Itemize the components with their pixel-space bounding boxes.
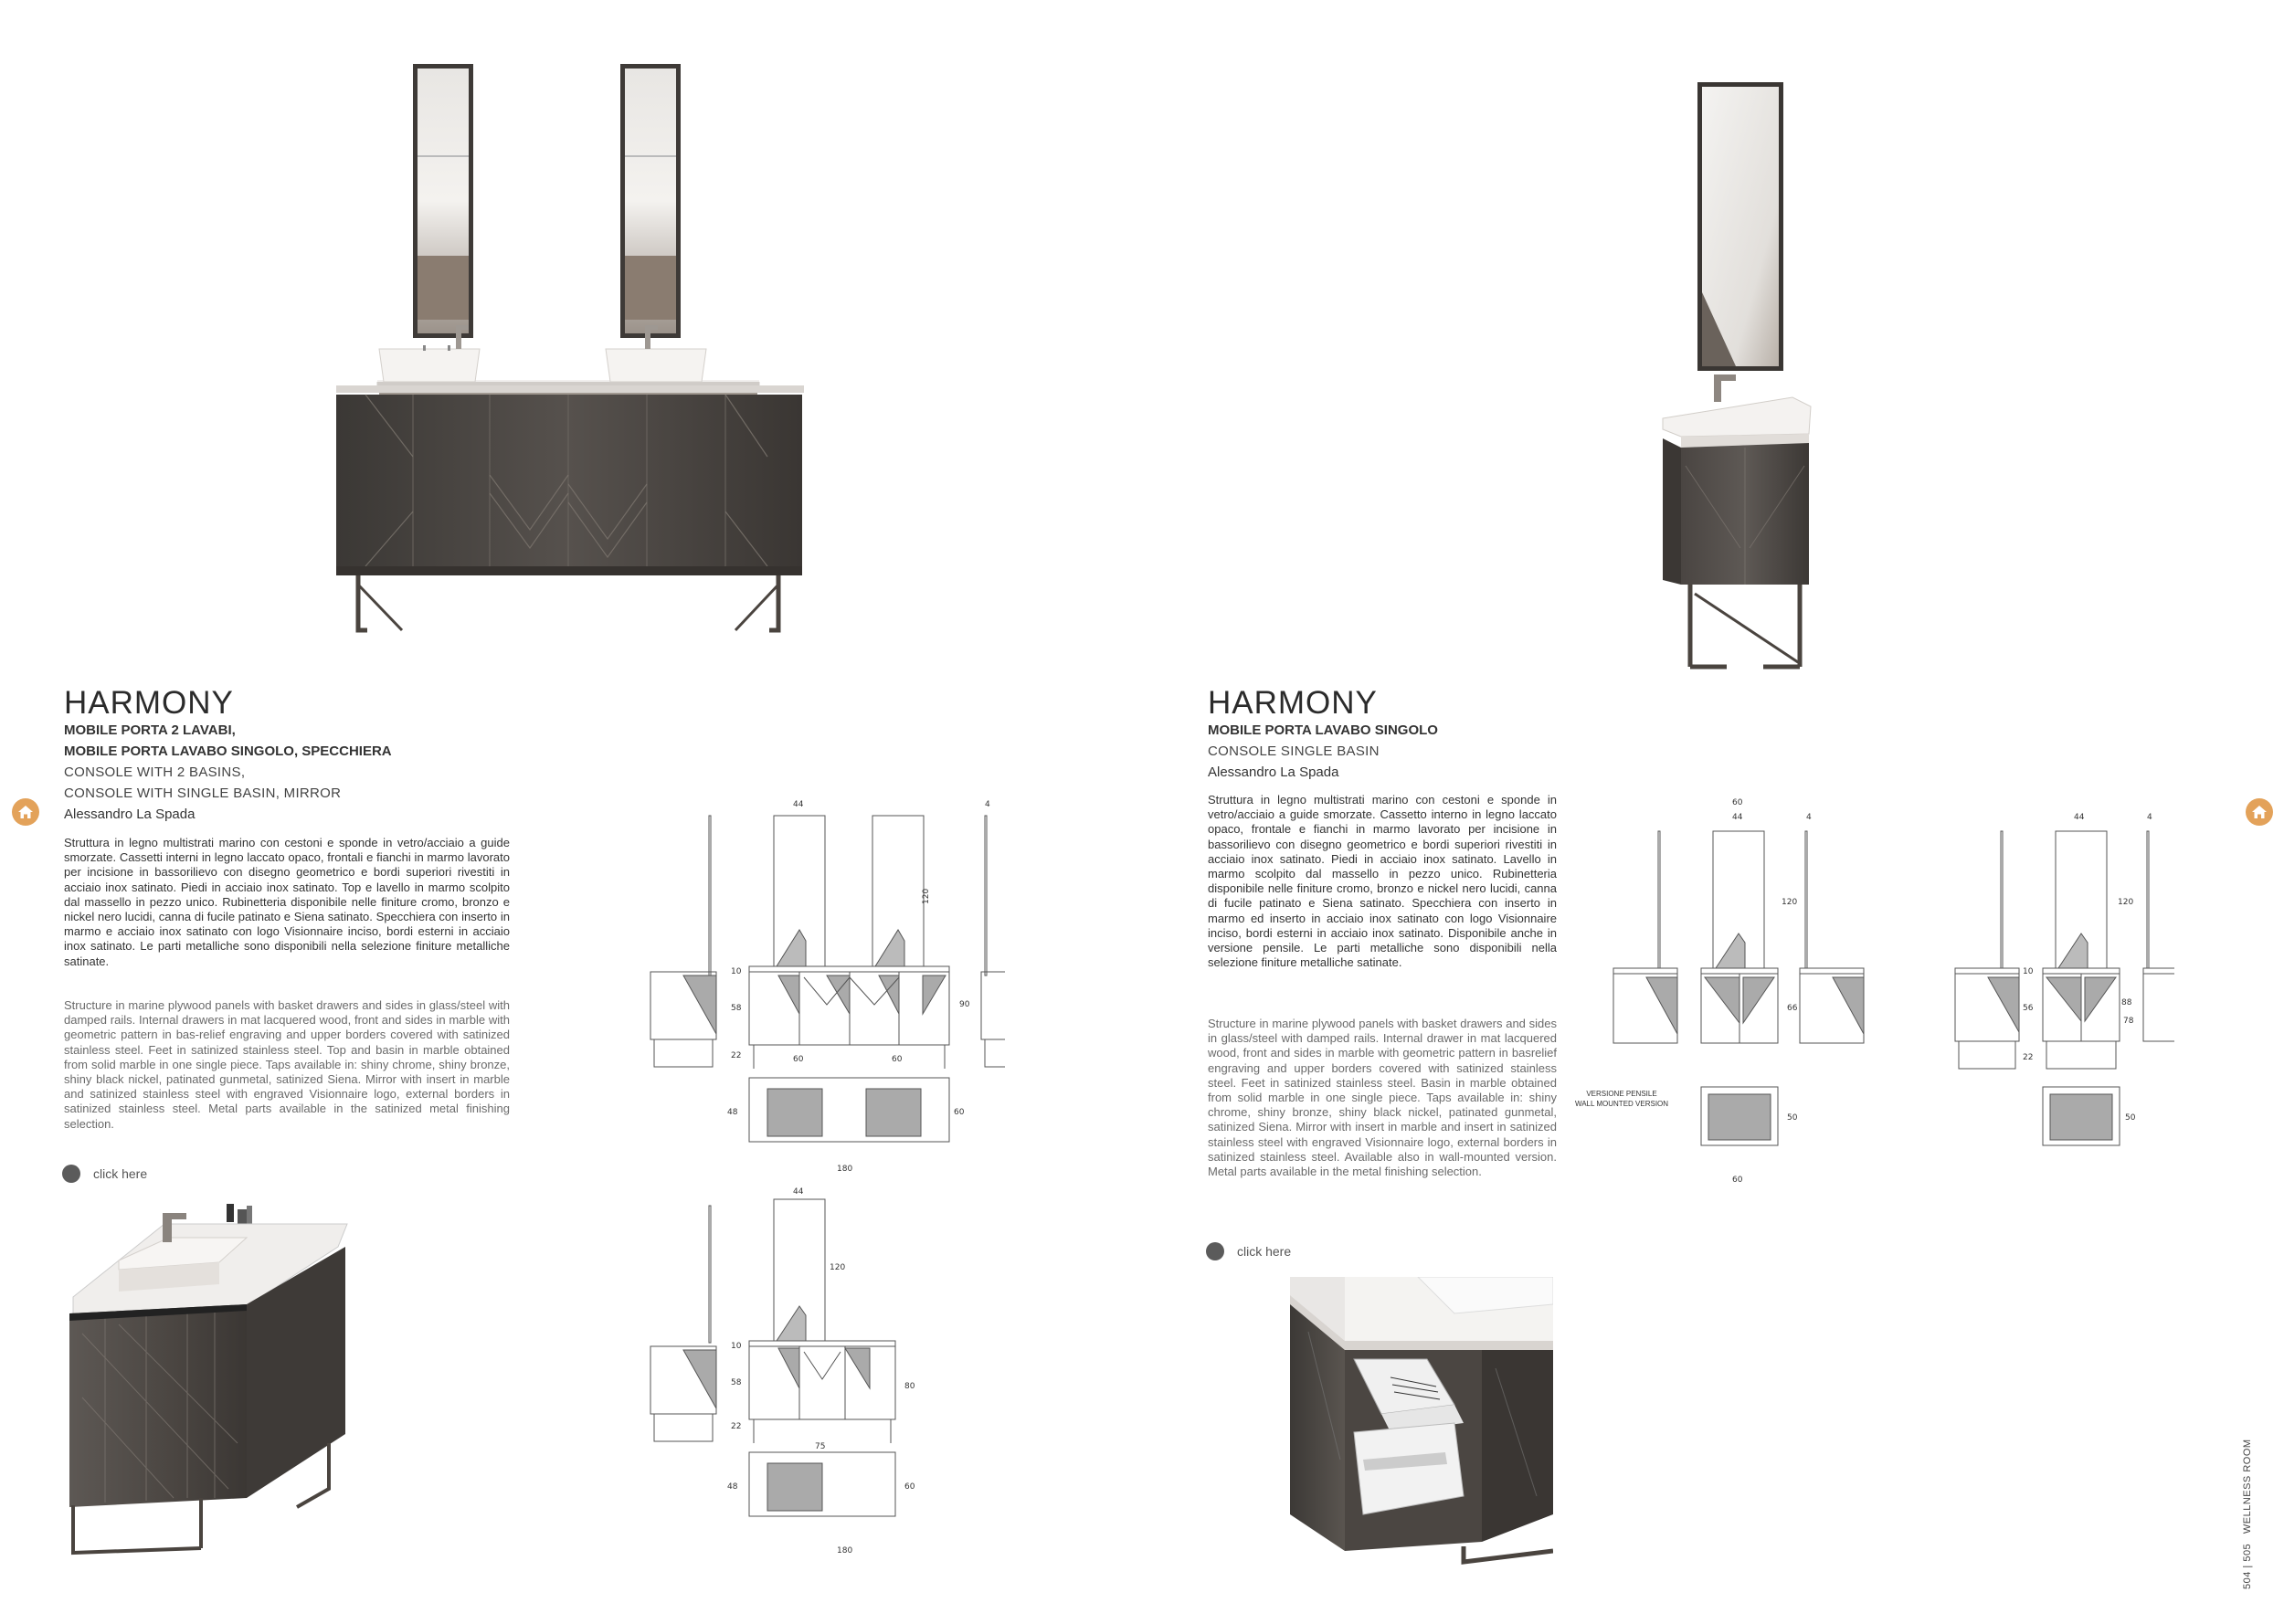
wall-label-en: WALL MOUNTED VERSION: [1574, 1100, 1669, 1108]
dim-10-a: 10: [731, 967, 742, 976]
right-subtitle-en: CONSOLE SINGLE BASIN: [1208, 743, 1380, 759]
section-name: WELLNESS ROOM: [2242, 1439, 2253, 1534]
dim-56: 56: [2023, 1004, 2034, 1013]
dim-50-r2: 50: [2125, 1113, 2136, 1123]
right-author: Alessandro La Spada: [1208, 765, 1339, 780]
right-subtitle-it: MOBILE PORTA LAVABO SINGOLO: [1208, 722, 1438, 738]
dim-60-c: 60: [954, 1108, 965, 1117]
left-description-it: Struttura in legno multistrati marino con cestoni e sponde in vetro/acciaio a guide smorzate. Cassetti interni in legno laccato opaco, frontali e fianchi in marmo lavorato per incisione in bassorilievo con disegno geometrico e bordi superiori rivestiti in acciaio inox satinato. Piedi in acciaio inox satinato. Top e lavello in marmo scolpito dal massello in pezzo unico. Rubinetteria disponibile nelle finiture cromo, bronzo e nickel nero lucidi, canna di fucile patinato e Siena satinato. Specchiera con inserto in marmo e acciaio inox satinato con logo Visionnaire inciso, bordi esterni in acciaio inox satinato. Le parti metalliche sono disponibili nella selezione finiture metalliche satinate.: [64, 836, 510, 968]
dim-4-r1: 4: [1806, 813, 1812, 822]
right-technical-drawings: [1571, 795, 2174, 1197]
left-author: Alessandro La Spada: [64, 807, 196, 822]
dim-22-b: 22: [731, 1422, 742, 1431]
bullet-icon: [62, 1165, 80, 1183]
dim-120-b: 120: [830, 1263, 846, 1272]
left-subtitle-it-2: MOBILE PORTA LAVABO SINGOLO, SPECCHIERA: [64, 743, 392, 759]
dim-44-b: 44: [793, 1187, 804, 1197]
dim-88: 88: [2121, 998, 2132, 1007]
dim-90: 90: [959, 1000, 970, 1009]
right-click-here-link[interactable]: [1206, 1242, 1291, 1260]
dim-44-a: 44: [793, 800, 804, 809]
bullet-icon: [1206, 1242, 1224, 1260]
left-subtitle-en-1: CONSOLE WITH 2 BASINS,: [64, 765, 246, 780]
home-button-left[interactable]: [12, 798, 39, 826]
dim-10-b: 10: [731, 1342, 742, 1351]
left-description-en: Structure in marine plywood panels with basket drawers and sides in glass/steel with damped rails. Internal drawers in mat lacquered wood, front and sides in marble with geometric pattern in bas-relief engraving and upper borders covered with satinized stainless steel. Feet in satinized stainless steel. Top and basin in marble obtained from solid marble in one single piece. Taps available in: shiny chrome, shiny bronze, shiny black nickel, patinated gunmetal, satinized Siena. Mirror with insert in marble and satinized stainless steel with engraved Visionnaire logo, external borders in satinized stainless steel. Metal parts available in the satinized metal finishing selection.: [64, 998, 510, 1131]
home-icon: [17, 804, 34, 820]
dim-66: 66: [1787, 1004, 1798, 1013]
home-icon: [2251, 804, 2268, 820]
single-console-mirror-photo: [1590, 73, 1827, 685]
dim-22-a: 22: [731, 1051, 742, 1060]
left-title: HARMONY: [64, 685, 234, 721]
double-basin-console-photo: [311, 55, 822, 639]
dim-10-r: 10: [2023, 967, 2034, 976]
dim-180-b: 180: [837, 1546, 853, 1555]
dim-44-r1: 44: [1732, 813, 1743, 822]
dim-44-r2: 44: [2074, 813, 2085, 822]
page-footer: [2242, 1439, 2253, 1589]
dim-48-a: 48: [727, 1108, 738, 1117]
left-technical-drawings: [603, 795, 1005, 1562]
dim-60-b: 60: [892, 1055, 903, 1064]
dim-50-r1: 50: [1787, 1113, 1798, 1123]
right-description-en: Structure in marine plywood panels with basket drawers and sides in glass/steel with damped rails. Internal drawer in mat lacquered wood, front and sides in marble with geometric pattern in basrelief engraving and upper borders covered with satinized stainless steel. Feet in satinized stainless steel. Basin in marble obtained from solid marble in one single piece. Taps available in: shiny chrome, shiny bronze, shiny black nickel, patinated gunmetal, satinized Siena. Mirror with insert in marble and insert in satinized stainless steel with engraved Visionnaire logo, external borders in satinized stainless steel. Available also in wall-mounted version. Metal parts available in the metal finishing selection.: [1208, 1017, 1557, 1179]
left-click-here-label: click here: [93, 1166, 148, 1181]
dim-75: 75: [815, 1442, 826, 1451]
left-subtitle-en-2: CONSOLE WITH SINGLE BASIN, MIRROR: [64, 786, 342, 801]
left-subtitle-it-1: MOBILE PORTA 2 LAVABI,: [64, 722, 236, 738]
dim-58-a: 58: [731, 1004, 742, 1013]
dim-120-a: 120: [922, 888, 931, 904]
dim-60-d: 60: [904, 1482, 915, 1492]
dim-4-a: 4: [985, 800, 990, 809]
dim-48-b: 48: [727, 1482, 738, 1492]
home-button-right[interactable]: [2246, 798, 2273, 826]
dim-120-r1: 120: [1782, 898, 1798, 907]
dim-78: 78: [2123, 1017, 2134, 1026]
wall-mounted-label: [1571, 1089, 1672, 1109]
left-click-here-link[interactable]: [62, 1165, 147, 1183]
right-description-it: Struttura in legno multistrati marino con cestoni e sponde in vetro/acciaio a guide smorzate. Cassetto interno in legno laccato opaco, frontale e fianchi in marmo lavorato per incisione in bassorilievo con disegno geometrico e bordi superiori rivestiti in acciaio inox satinato. Piedi in acciaio inox satinato. Lavello in marmo scolpito dal massello in pezzo unico. Rubinetteria disponibile nelle finiture cromo, bronzo e nickel nero lucidi, canna di fucile patinato e Siena satinato. Specchiera con inserto in marmo ed inserto in acciaio inox satinato con logo Visionnaire inciso, bordi esterni in acciaio inox satinato. Disponibile anche in versione pensile. Le parti metalliche sono disponibili nella selezione finiture metalliche satinate.: [1208, 793, 1557, 970]
dim-60-r1: 60: [1732, 798, 1743, 807]
dim-58-b: 58: [731, 1378, 742, 1387]
dim-4-r2: 4: [2147, 813, 2152, 822]
right-title: HARMONY: [1208, 685, 1378, 721]
dim-80: 80: [904, 1382, 915, 1391]
dim-60-a: 60: [793, 1055, 804, 1064]
wall-label-it: VERSIONE PENSILE: [1586, 1090, 1657, 1098]
dim-60-r2: 60: [1732, 1176, 1743, 1185]
single-basin-console-photo: [64, 1197, 365, 1562]
right-click-here-label: click here: [1237, 1244, 1292, 1259]
drawer-detail-photo: [1290, 1277, 1553, 1569]
dim-180-a: 180: [837, 1165, 853, 1174]
dim-120-r2: 120: [2118, 898, 2134, 907]
dim-22-r: 22: [2023, 1053, 2034, 1062]
page-numbers: 504 | 505: [2242, 1543, 2253, 1589]
